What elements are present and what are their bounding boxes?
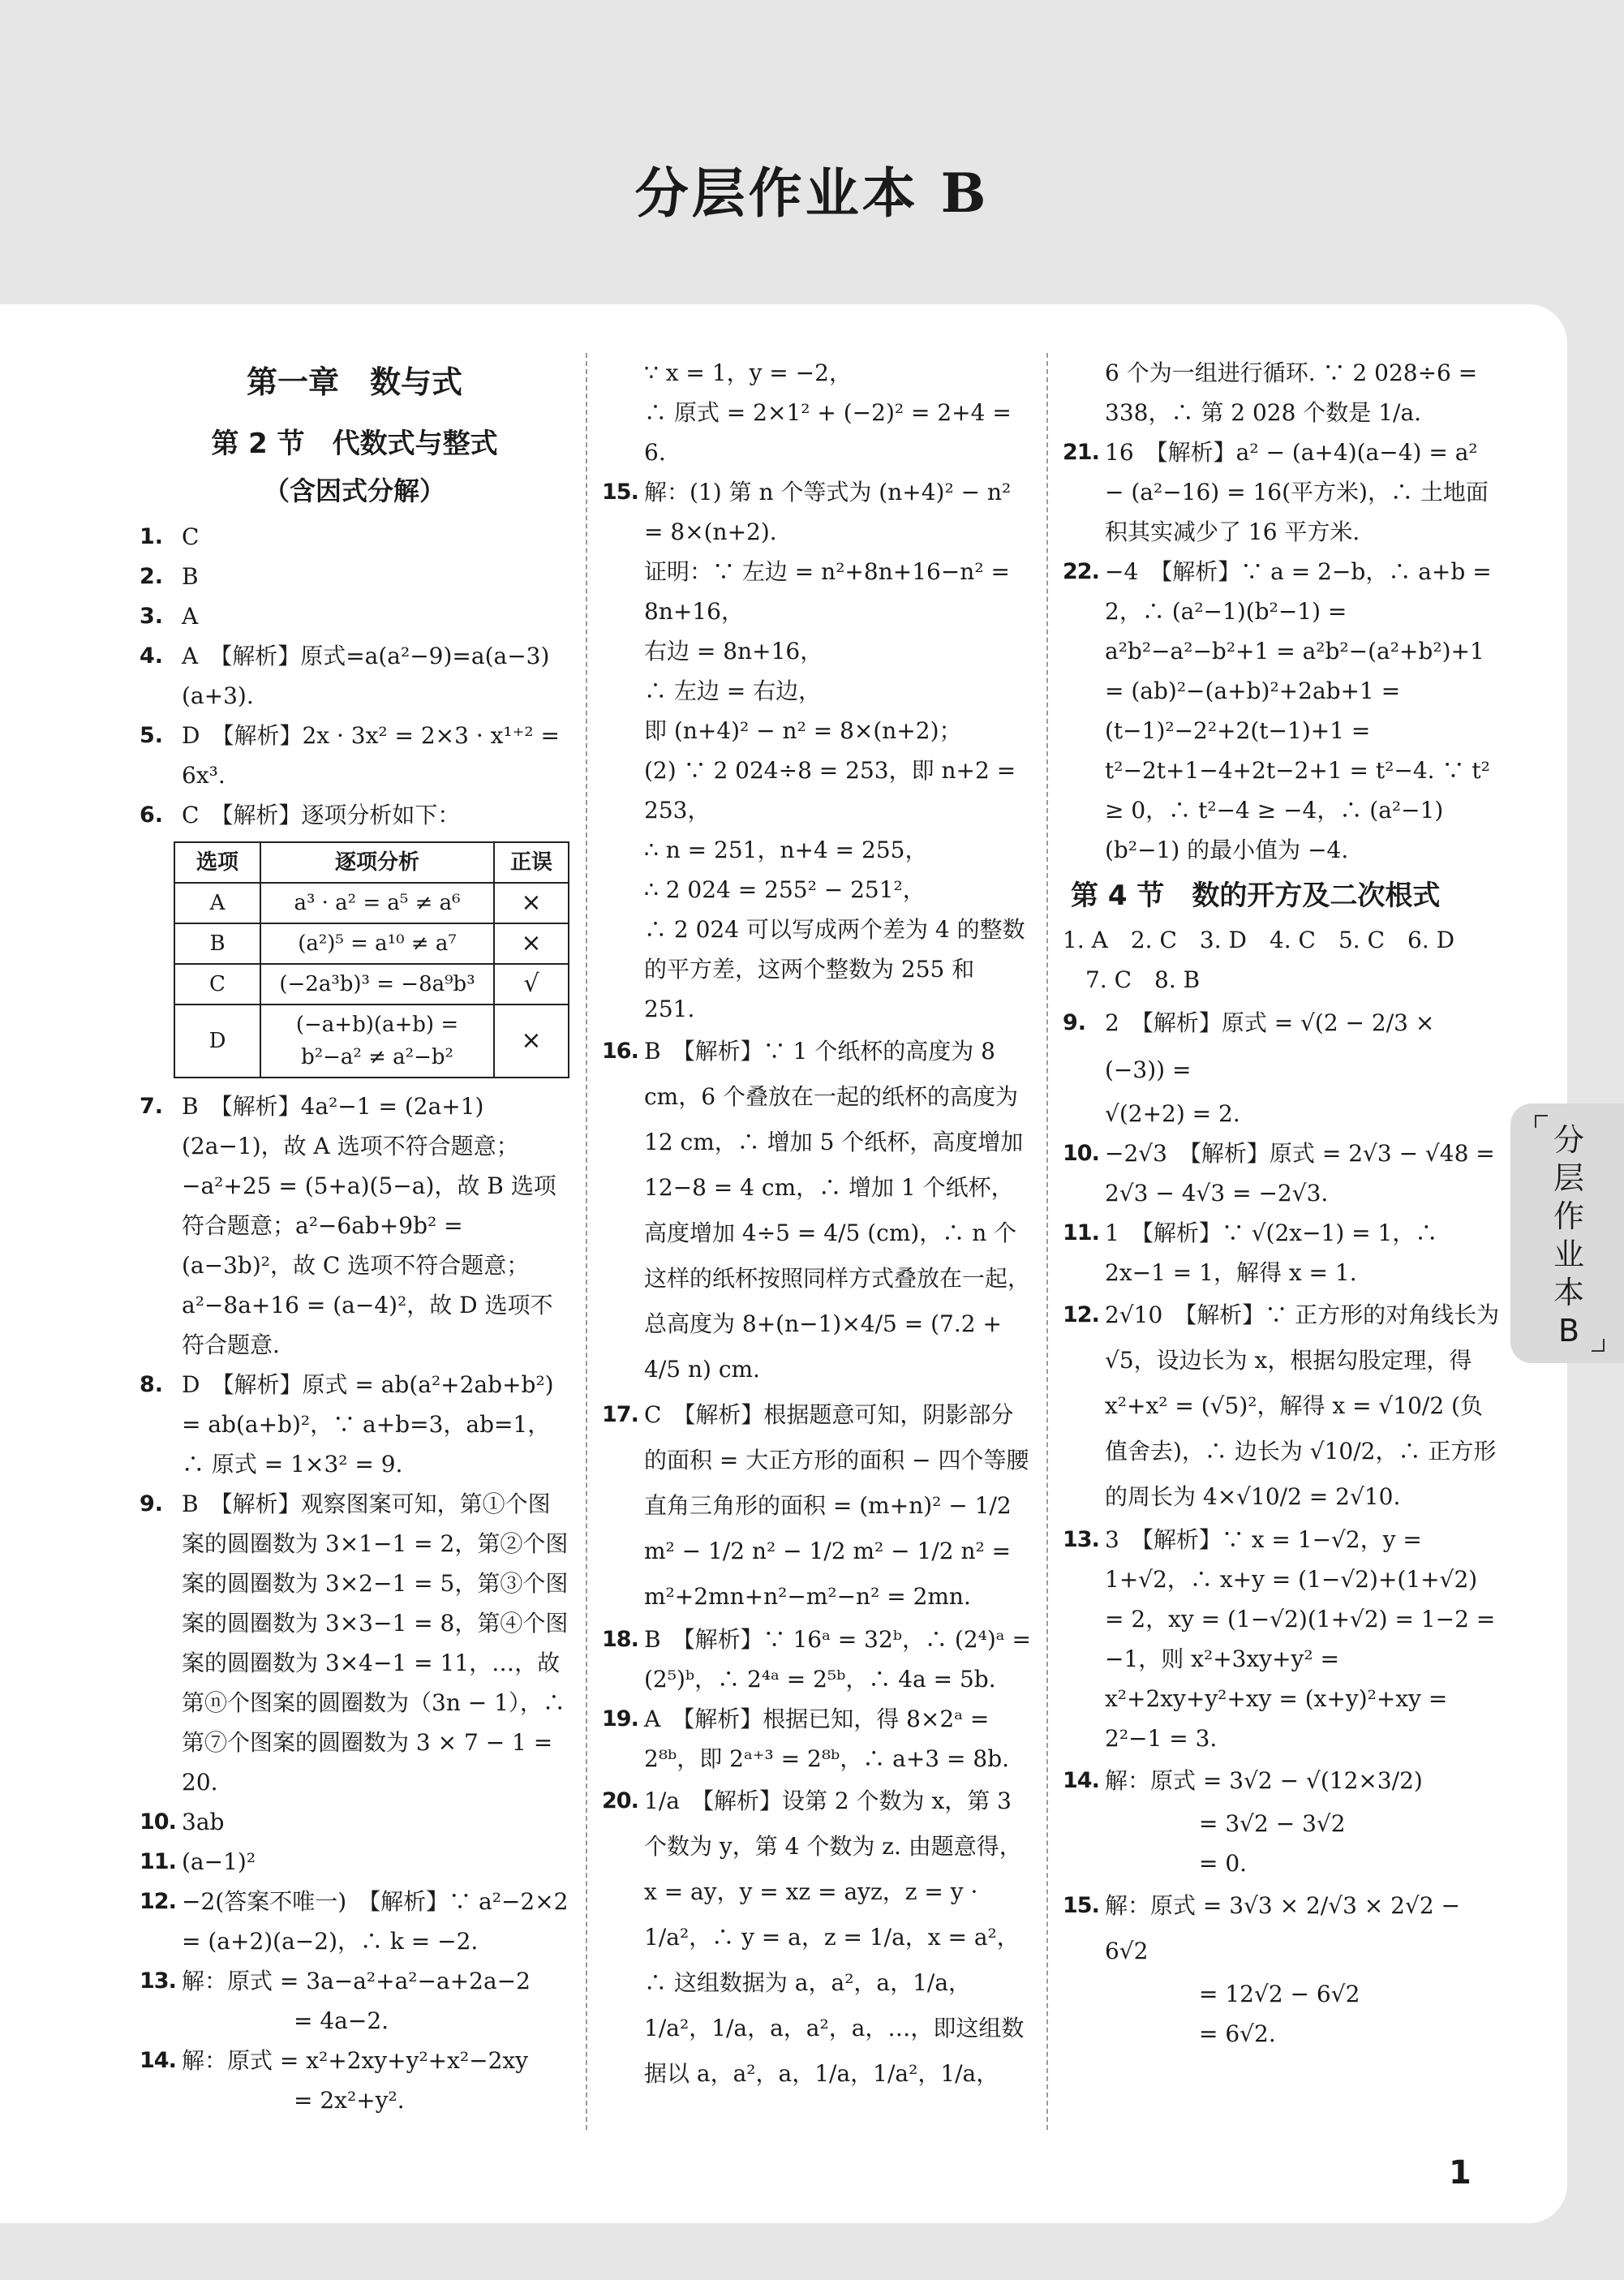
bracket-icon <box>1592 1339 1605 1352</box>
answer-text: D 【解析】2x · 3x² = 2×3 · x¹⁺² = 6x³. <box>182 722 561 789</box>
answer-continuation: √(2+2) = 2. <box>1105 1100 1240 1127</box>
side-tab-label: 分层作业本B <box>1553 1122 1584 1349</box>
answer-item <box>1063 1134 1501 1213</box>
table-row <box>174 1004 569 1078</box>
answer-text: 解：原式 = 3a−a²+a²−a+2a−2 <box>182 1968 531 1994</box>
table-cell-mark: × <box>494 923 569 964</box>
chapter-heading: 第一章 数与式 <box>246 364 462 400</box>
answer-text: 1/a 【解析】设第 2 个数为 x，第 3 个数为 y，第 4 个数为 z. 由题意得，x = ay，y = xz = ayz，z = y · 1/a²，∴ y = a，z = 1/a，x = a²，∴ 这组数据为 a，a²，a，1/a，1/a²，1/a，a，a²，a，…，即这组数据以 a，a²，a，1/a，1/a²，1/a， <box>644 1787 1025 2087</box>
answer-text: 解：原式 = 3√2 − √(12×3/2) <box>1105 1767 1423 1794</box>
answer-continuation: 6 个为一组进行循环. ∵ 2 028÷6 = <box>1105 359 1478 386</box>
answer-continuation: 即 (n+4)² − n² = 8×(n+2)； <box>644 717 962 744</box>
answer-text: 16 【解析】a² − (a+4)(a−4) = a² − (a²−16) = 16(平方米)，∴ 土地面积其实减少了 16 平方米. <box>1105 439 1489 545</box>
table-header: 逐项分析 <box>260 842 494 883</box>
section-heading: 第 4 节 数的开方及二次根式 <box>1071 880 1441 912</box>
question-number: 21. <box>1063 440 1099 465</box>
table-cell-option: C <box>174 964 260 1004</box>
answer-text: C 【解析】逐项分析如下： <box>182 802 461 828</box>
answer-item <box>602 472 1032 552</box>
answer-text: 解：(1) 第 n 个等式为 (n+4)² − n² = 8×(n+2). <box>644 479 1012 545</box>
question-number: 13. <box>140 1968 176 1994</box>
answer-continuation: ∴ 2 024 可以写成两个差为 4 的整数的平方差，这两个整数为 255 和 251. <box>644 916 1025 1022</box>
question-number: 19. <box>602 1706 638 1732</box>
column-3 <box>1063 353 1501 2054</box>
question-number: 13. <box>1063 1527 1099 1552</box>
table-cell-analysis: a³ · a² = a⁵ ≠ a⁶ <box>260 883 494 923</box>
table-cell-mark: × <box>494 883 569 923</box>
section-subheading: （含因式分解） <box>263 475 445 506</box>
answer-item <box>140 1484 569 1802</box>
side-tab <box>1510 1103 1624 1363</box>
answer-item <box>140 795 569 835</box>
column-divider <box>586 353 587 2130</box>
answer-text: 解：原式 = 3√3 × 2/√3 × 2√2 − 6√2 <box>1105 1892 1460 1964</box>
answer-item <box>140 1802 569 1842</box>
answer-item <box>1063 552 1501 870</box>
answer-continuation: ∴ 2 024 = 255² − 251²， <box>644 876 926 903</box>
column-2 <box>602 353 1032 2097</box>
bracket-icon <box>1535 1115 1548 1128</box>
question-number: 15. <box>602 480 638 505</box>
question-number: 16. <box>602 1039 638 1064</box>
column-divider <box>1046 353 1048 2130</box>
analysis-table <box>174 841 569 1078</box>
question-number: 7. <box>140 1094 164 1119</box>
answer-text: −2(答案不唯一) 【解析】∵ a²−2×2 = (a+2)(a−2)，∴ k = −2. <box>182 1888 569 1955</box>
answer-item <box>1063 1758 1501 1804</box>
answer-row: 7. C 8. B <box>1085 966 1201 993</box>
question-number: 11. <box>1063 1220 1099 1245</box>
table-cell-mark: × <box>494 1004 569 1078</box>
answer-text: B 【解析】∵ 16ᵃ = 32ᵇ，∴ (2⁴)ᵃ = (2⁵)ᵇ，∴ 2⁴ᵃ = 2⁵ᵇ，∴ 4a = 5b. <box>644 1626 1031 1693</box>
answer-item <box>140 1961 569 2001</box>
table-cell-option: B <box>174 923 260 964</box>
table-header: 正误 <box>494 842 569 883</box>
answer-continuation: = 3√2 − 3√2 <box>1199 1810 1346 1837</box>
page-number: 1 <box>1449 2154 1471 2192</box>
answer-continuation: 338，∴ 第 2 028 个数是 1/a. <box>1105 399 1422 426</box>
question-number: 6. <box>140 802 164 828</box>
answer-item <box>1063 1213 1501 1293</box>
question-number: 14. <box>140 2048 176 2073</box>
answer-continuation: = 0. <box>1199 1850 1248 1877</box>
answer-text: C <box>182 523 200 550</box>
question-number: 22. <box>1063 559 1099 584</box>
answer-item <box>602 1779 1032 2097</box>
question-number: 8. <box>140 1372 164 1397</box>
answer-text: B 【解析】∵ 1 个纸杯的高度为 8 cm，6 个叠放在一起的纸杯的高度为 12 cm，∴ 增加 5 个纸杯，高度增加 12−8 = 4 cm，∴ 增加 1 个纸杯，高度增加 4÷5 = 4/5 (cm)，∴ n 个这样的纸杯按照同样方式叠放在一起，总高度为 8+(n−1)×4/5 = (7.2 + 4/5 n) cm. <box>644 1038 1031 1383</box>
answer-item <box>140 596 569 636</box>
answer-continuation: 右边 = 8n+16， <box>644 638 823 665</box>
table-header: 选项 <box>174 842 260 883</box>
table-row <box>174 883 569 923</box>
answer-text: B 【解析】4a²−1 = (2a+1)(2a−1)，故 A 选项不符合题意；−a²+25 = (5+a)(5−a)，故 B 选项符合题意；a²−6ab+9b² = (a−3b)²，故 C 选项不符合题意；a²−8a+16 = (a−4)²，故 D 选项不符合题意. <box>182 1093 556 1358</box>
answer-continuation: = 12√2 − 6√2 <box>1199 1981 1360 2007</box>
question-number: 14. <box>1063 1768 1099 1793</box>
answer-item <box>140 517 569 557</box>
answer-continuation: ∵ x = 1，y = −2， <box>644 359 852 386</box>
answer-continuation: ∴ n = 251，n+4 = 255， <box>644 837 928 863</box>
question-number: 18. <box>602 1627 638 1652</box>
answer-item <box>1063 1520 1501 1758</box>
table-cell-option: A <box>174 883 260 923</box>
question-number: 10. <box>1063 1141 1099 1166</box>
table-row <box>174 964 569 1004</box>
answer-item <box>140 557 569 596</box>
answer-sheet <box>0 304 1567 2223</box>
answer-continuation: (2) ∵ 2 024÷8 = 253，即 n+2 = 253， <box>644 757 1016 824</box>
answer-text: C 【解析】根据题意可知，阴影部分的面积 = 大正方形的面积 − 四个等腰直角三角形的面积 = (m+n)² − 1/2 m² − 1/2 n² − 1/2 m² − 1/2 n² = m²+2mn+n²−m²−n² = 2mn. <box>644 1401 1029 1610</box>
answer-item <box>1063 432 1501 552</box>
page-title: 分层作业本 B <box>634 161 990 225</box>
answer-continuation: = 6√2. <box>1199 2020 1276 2047</box>
answer-item <box>140 636 569 716</box>
answer-item <box>140 1842 569 1882</box>
question-number: 15. <box>1063 1893 1099 1918</box>
answer-continuation: 证明：∵ 左边 = n²+8n+16−n² = 8n+16， <box>644 558 1010 625</box>
table-cell-option: D <box>174 1004 260 1078</box>
question-number: 17. <box>602 1402 638 1427</box>
answer-item <box>1063 1000 1501 1094</box>
answer-text: 1 【解析】∵ √(2x−1) = 1，∴ 2x−1 = 1，解得 x = 1. <box>1105 1220 1438 1286</box>
question-number: 20. <box>602 1788 638 1813</box>
answer-text: 3 【解析】∵ x = 1−√2，y = 1+√2，∴ x+y = (1−√2)+(1+√2) = 2，xy = (1−√2)(1+√2) = 1−2 = −1，则 x²+3xy+y² = x²+2xy+y²+xy = (x+y)²+xy = 2²−1 = 3. <box>1105 1526 1496 1752</box>
answer-text: A <box>182 603 199 630</box>
table-row <box>174 923 569 964</box>
question-number: 9. <box>1063 1010 1087 1035</box>
answer-text: 2√10 【解析】∵ 正方形的对角线长为 √5，设边长为 x，根据勾股定理，得 x²+x² = (√5)²，解得 x = √10/2 (负值舍去)，∴ 边长为 √10/2，∴ 正方形的周长为 4×√10/2 = 2√10. <box>1105 1301 1500 1510</box>
answer-continuation: = 4a−2. <box>294 2007 389 2034</box>
answer-text: (a−1)² <box>182 1848 256 1875</box>
answer-item <box>140 1882 569 1961</box>
question-number: 11. <box>140 1849 176 1874</box>
answer-item <box>602 1699 1032 1779</box>
answer-text: B 【解析】观察图案可知，第①个图案的圆圈数为 3×1−1 = 2，第②个图案的圆圈数为 3×2−1 = 5，第③个图案的圆圈数为 3×3−1 = 8，第④个图案的圆圈数为 3×4−1 = 11，…，故第ⓝ个图案的圆圈数为（3n − 1），∴ 第⑦个图案的圆圈数为 3 × 7 − 1 = 20. <box>182 1491 569 1796</box>
answer-text: 2 【解析】原式 = √(2 − 2/3 × (−3)) = <box>1105 1009 1435 1083</box>
answer-continuation: = 2x²+y². <box>294 2087 405 2114</box>
question-number: 4. <box>140 643 164 669</box>
column-1 <box>140 353 569 2120</box>
question-number: 12. <box>1063 1302 1099 1327</box>
header-banner <box>0 0 1624 304</box>
question-number: 10. <box>140 1809 176 1835</box>
table-cell-mark: √ <box>494 964 569 1004</box>
table-cell-analysis: (−2a³b)³ = −8a⁹b³ <box>260 964 494 1004</box>
answer-item <box>602 1029 1032 1392</box>
answer-text: A 【解析】根据已知，得 8×2ᵃ = 2⁸ᵇ，即 2ᵃ⁺³ = 2⁸ᵇ，∴ a+3 = 8b. <box>644 1706 1010 1772</box>
answer-row: 1. A 2. C 3. D 4. C 5. C 6. D <box>1063 927 1455 953</box>
question-number: 9. <box>140 1491 164 1516</box>
question-number: 1. <box>140 524 164 549</box>
answer-text: −2√3 【解析】原式 = 2√3 − √48 = 2√3 − 4√3 = −2√3. <box>1105 1140 1495 1207</box>
analysis-line: (−a+b)(a+b) = <box>295 1013 459 1037</box>
table-header-row <box>174 842 569 883</box>
section-heading: 第 2 节 代数式与整式 <box>211 428 498 460</box>
answer-item <box>140 1086 569 1365</box>
question-number: 3. <box>140 604 164 629</box>
question-number: 2. <box>140 564 164 589</box>
answer-text: −4 【解析】∵ a = 2−b，∴ a+b = 2，∴ (a²−1)(b²−1) = a²b²−a²−b²+1 = a²b²−(a²+b²)+1 = (ab)²−(a+b)²+2ab+1 = (t−1)²−2²+2(t−1)+1 = t²−2t+1−4+2t−2+1 = t²−4. ∵ t² ≥ 0，∴ t²−4 ≥ −4，∴ (a²−1)(b²−1) 的最小值为 −4. <box>1105 558 1492 863</box>
answer-item <box>602 1392 1032 1620</box>
table-cell-analysis: (a²)⁵ = a¹⁰ ≠ a⁷ <box>260 923 494 964</box>
answer-text: 3ab <box>182 1809 225 1835</box>
question-number: 5. <box>140 723 164 748</box>
answer-text: D 【解析】原式 = ab(a²+2ab+b²) = ab(a+b)²，∵ a+b=3，ab=1，∴ 原式 = 1×3² = 9. <box>182 1371 554 1478</box>
answer-item <box>140 2041 569 2080</box>
answer-item <box>1063 1883 1501 1974</box>
answer-text: B <box>182 563 199 590</box>
answer-item <box>140 1365 569 1484</box>
question-number: 12. <box>140 1889 176 1914</box>
answer-item <box>602 1620 1032 1699</box>
answer-text: A 【解析】原式=a(a²−9)=a(a−3)(a+3). <box>182 643 550 709</box>
table-cell-analysis <box>260 1004 494 1078</box>
answer-continuation: ∴ 左边 = 右边， <box>644 678 822 704</box>
answer-item <box>1063 1293 1501 1520</box>
answer-continuation: ∴ 原式 = 2×1² + (−2)² = 2+4 = 6. <box>644 399 1012 466</box>
answer-item <box>140 716 569 795</box>
answer-text: 解：原式 = x²+2xy+y²+x²−2xy <box>182 2047 529 2074</box>
analysis-line: b²−a² ≠ a²−b² <box>301 1045 453 1069</box>
